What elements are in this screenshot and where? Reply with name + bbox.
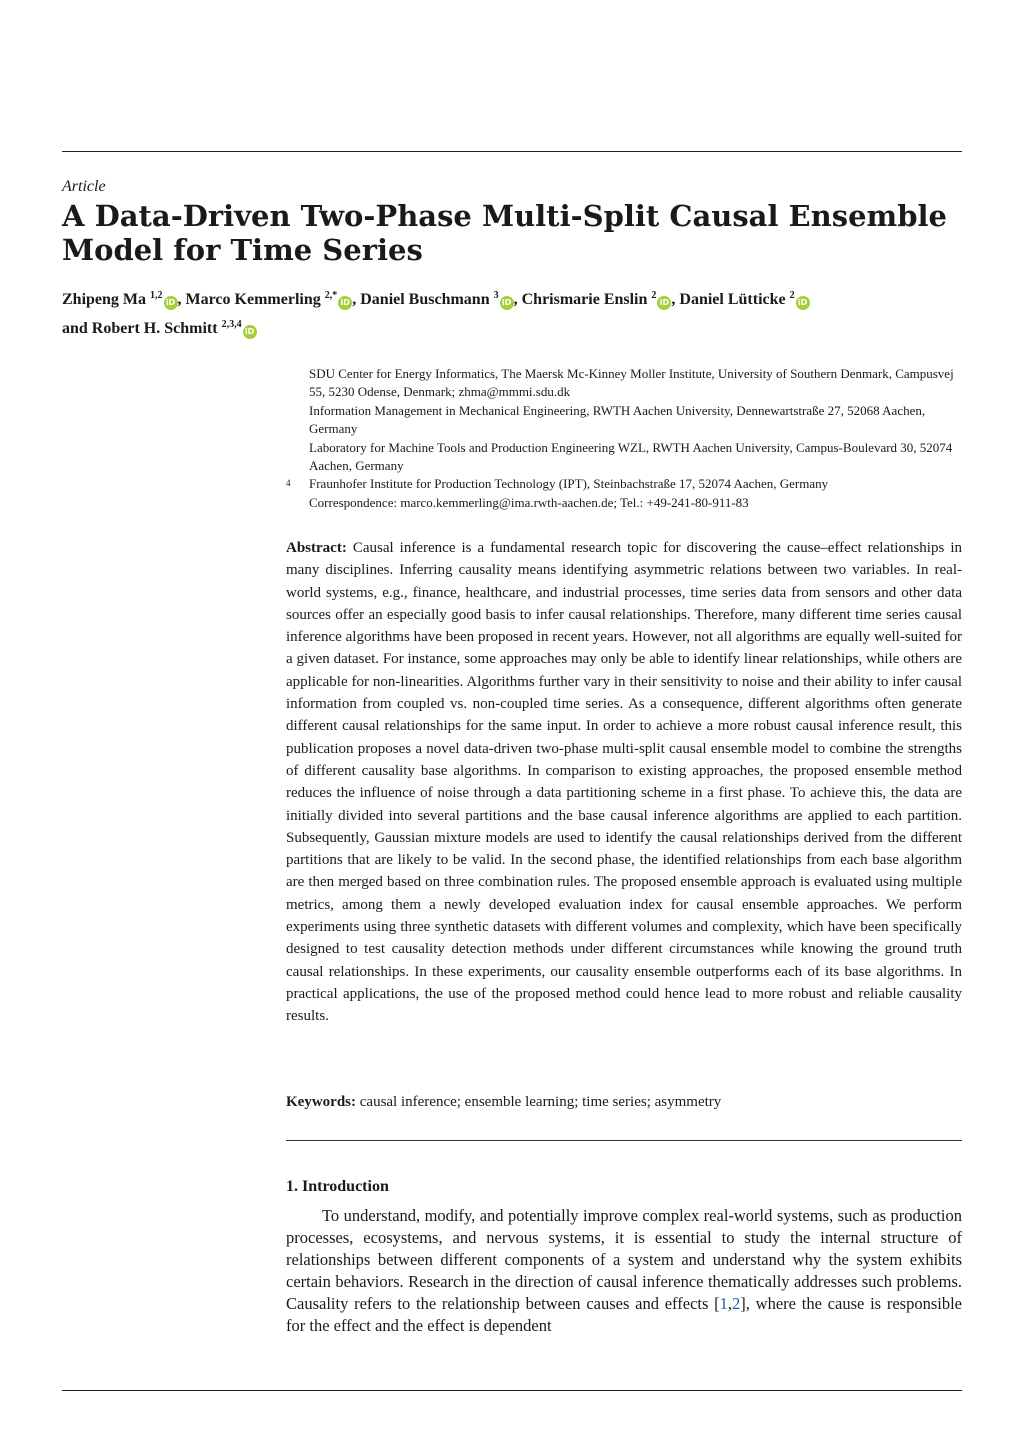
abstract bbox=[286, 537, 962, 1028]
author-affiliation-marker: 1,2 bbox=[150, 290, 163, 301]
affiliation-item: SDU Center for Energy Informatics, The Maersk Mc-Kinney Moller Institute, University of Southern Denmark, Campusvej 55, 5230 Odense, Denmark; zhma@mmmi.sdu.dk bbox=[309, 366, 954, 400]
article-type: Article bbox=[62, 178, 106, 195]
orcid-icon[interactable]: iD bbox=[338, 296, 352, 310]
citation-link[interactable]: 1 bbox=[719, 1294, 728, 1313]
abstract-text: Causal inference is a fundamental research topic for discovering the cause–effect relationships in many disciplines. Inferring causality means identifying asymmetric relations between two variables. In real-world systems, e.g., finance, healthcare, and industrial processes, time series data from sensors and other data sources offer an especially good basis to infer causal relationships. Therefore, many different time series causal inference algorithms have been proposed in recent years. However, not all algorithms are equally well-suited for a given dataset. For instance, some approaches may only be able to identify linear relationships, while others are applicable for non-linearities. Algorithms further vary in their sensitivity to noise and their ability to infer causal information from coupled vs. non-coupled time series. As a consequence, different algorithms often generate different causal relationships for the same input. In order to achieve a more robust causal inference result, this publication proposes a novel data-driven two-phase multi-split causal ensemble model to combine the strengths of different causality base algorithms. In comparison to existing approaches, the proposed ensemble method reduces the influence of noise through a data partitioning scheme in a first phase. To achieve this, the data are initially divided into several partitions and the base causal inference algorithms are applied to each partition. Subsequently, Gaussian mixture models are used to identify the causal relationships derived from the different partitions that are likely to be valid. In the second phase, the identified relationships from each base algorithm are then merged based on three combination rules. The proposed ensemble approach is evaluated using multiple metrics, among them a newly developed evaluation index for causal ensemble approaches. We perform experiments using three synthetic datasets with different volumes and complexity, which have been specifically designed to test causality detection methods under different circumstances while knowing the ground truth causal relationships. In these experiments, our causality ensemble outperforms each of its base algorithms. In practical applications, the use of the proposed method could hence lead to more robust and reliable causality results. bbox=[286, 540, 962, 1025]
affiliation-item: Laboratory for Machine Tools and Production Engineering WZL, RWTH Aachen University, Campus-Boulevard 30, 52074 Aachen, Germany bbox=[309, 439, 953, 474]
header-rule bbox=[62, 151, 962, 152]
author-affiliation-marker: 2,* bbox=[324, 290, 338, 301]
section-paragraph: To understand, modify, and potentially improve complex real-world systems, such as production processes, ecosystems, and nervous systems, it is essential to study the internal structure of relationships between different components of a system and understand why the system exhibits certain behaviors. Research in the direction of causal inference thematically addresses such problems. Causality refers to the relationship between causes and effects [1,2], where the cause is responsible for the effect and the effect is dependent bbox=[286, 1206, 962, 1335]
section-title: 1. Introduction bbox=[286, 1178, 389, 1195]
affiliation-item: 4 Fraunhofer Institute for Production Technology (IPT), Steinbachstraße 17, 52074 Aachen, Germany bbox=[286, 476, 829, 492]
affiliation-item: Information Management in Mechanical Engineering, RWTH Aachen University, Dennewartstraße 27, 52068 Aachen, Germany bbox=[309, 402, 926, 437]
footer-rule bbox=[62, 1390, 962, 1391]
correspondence: Correspondence: marco.kemmerling@ima.rwth-aachen.de; Tel.: +49-241-80-911-83 bbox=[309, 494, 749, 510]
keywords-rule bbox=[286, 1140, 962, 1141]
author-name: Daniel Lütticke bbox=[679, 291, 786, 308]
citation-link[interactable]: 2 bbox=[732, 1294, 741, 1313]
affiliations bbox=[286, 365, 962, 512]
author-affiliation-marker: 2,3,4 bbox=[221, 319, 242, 330]
orcid-icon[interactable]: iD bbox=[500, 296, 514, 310]
author-name: and Robert H. Schmitt bbox=[62, 320, 218, 337]
abstract-label: Abstract: bbox=[286, 540, 347, 556]
orcid-icon[interactable]: iD bbox=[796, 296, 810, 310]
orcid-icon[interactable]: iD bbox=[657, 296, 671, 310]
orcid-icon[interactable]: iD bbox=[164, 296, 178, 310]
author-affiliation-marker: 2 bbox=[651, 290, 657, 301]
author-affiliation-marker: 2 bbox=[789, 290, 795, 301]
author-affiliation-marker: 3 bbox=[493, 290, 499, 301]
author-name: Zhipeng Ma bbox=[62, 291, 147, 308]
keywords bbox=[286, 1094, 962, 1111]
author-list: Zhipeng Ma $^{1,2}$iD , Marco Kemmerling $^{2,*}$iD , Daniel Buschmann $^3$iD , Chrismarie Enslin $^2$iD , Daniel Lütticke $^2$iD and Robert H. Schmitt $^{2,3,4}$iD bbox=[62, 283, 942, 341]
author-name: Marco Kemmerling bbox=[185, 291, 321, 308]
author-name: Chrismarie Enslin bbox=[521, 291, 648, 308]
orcid-icon[interactable]: iD bbox=[243, 325, 257, 339]
author-name: Daniel Buschmann bbox=[360, 291, 490, 308]
paper-title: A Data-Driven Two-Phase Multi-Split Causal Ensemble Model for Time Series bbox=[62, 199, 947, 267]
keywords-label: Keywords: bbox=[286, 1094, 356, 1110]
keywords-text: causal inference; ensemble learning; time series; asymmetry bbox=[359, 1094, 722, 1110]
